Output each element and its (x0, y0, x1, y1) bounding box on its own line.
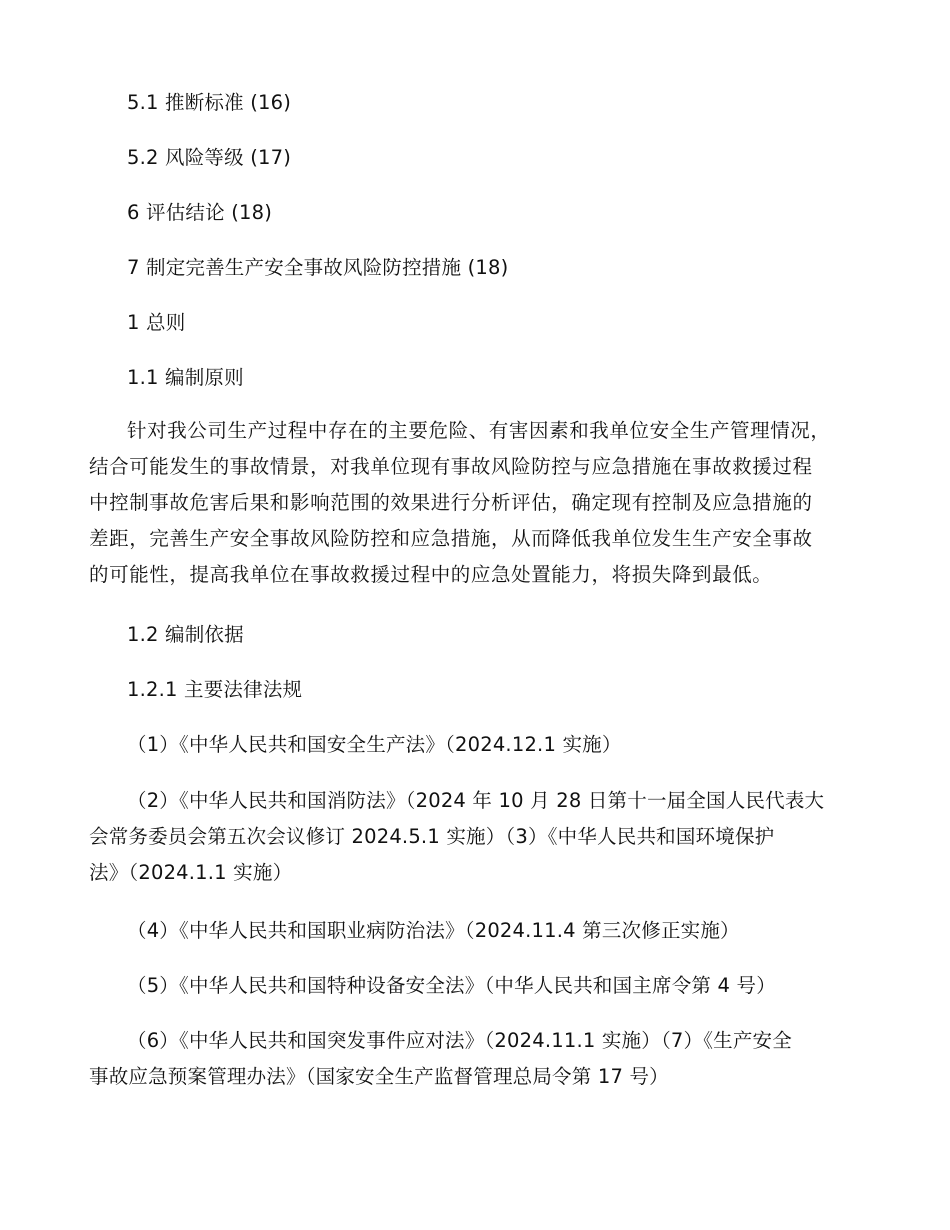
paragraph-line: 针对我公司生产过程中存在的主要危险、有害因素和我单位安全生产管理情况， (127, 419, 831, 442)
law-item: （5）《中华人民共和国特种设备安全法》（中华人民共和国主席令第 4 号） (127, 974, 776, 997)
paragraph-line: （2）《中华人民共和国消防法》（2024 年 10 月 28 日第十一届全国人民代表大 (127, 789, 825, 812)
paragraph-line: 事故应急预案管理办法》（国家安全生产监督管理总局令第 17 号） (89, 1065, 669, 1088)
law-item: （1）《中华人民共和国安全生产法》（2024.12.1 实施） (127, 733, 622, 756)
section-heading: 1.1 编制原则 (127, 366, 244, 389)
paragraph-line: 法》（2024.1.1 实施） (89, 861, 293, 884)
paragraph-line: 差距，完善生产安全事故风险防控和应急措施，从而降低我单位发生生产安全事故 (89, 527, 813, 550)
law-item-block (89, 783, 864, 891)
law-item: （4）《中华人民共和国职业病防治法》（2024.11.4 第三次修正实施） (127, 919, 740, 942)
section-heading: 1 总则 (127, 311, 186, 334)
paragraph-line: （6）《中华人民共和国突发事件应对法》（2024.11.1 实施）（7）《生产安全 (127, 1029, 792, 1052)
toc-item: 5.1 推断标准 (16) (127, 91, 292, 114)
section-heading: 1.2 编制依据 (127, 623, 244, 646)
law-item-block (89, 1023, 864, 1095)
paragraph-line: 会常务委员会第五次会议修订 2024.5.1 实施）（3）《中华人民共和国环境保护 (89, 825, 775, 848)
paragraph-line: 的可能性，提高我单位在事故救援过程中的应急处置能力，将损失降到最低。 (89, 563, 773, 586)
toc-item: 6 评估结论 (18) (127, 201, 273, 224)
paragraph-line: 中控制事故危害后果和影响范围的效果进行分析评估，确定现有控制及应急措施的 (89, 491, 813, 514)
paragraph-line: 结合可能发生的事故情景，对我单位现有事故风险防控与应急措施在事故救援过程 (89, 455, 813, 478)
section-heading: 1.2.1 主要法律法规 (127, 678, 303, 701)
toc-item: 7 制定完善生产安全事故风险防控措施 (18) (127, 256, 509, 279)
toc-item: 5.2 风险等级 (17) (127, 146, 292, 169)
principle-paragraph (89, 413, 864, 593)
